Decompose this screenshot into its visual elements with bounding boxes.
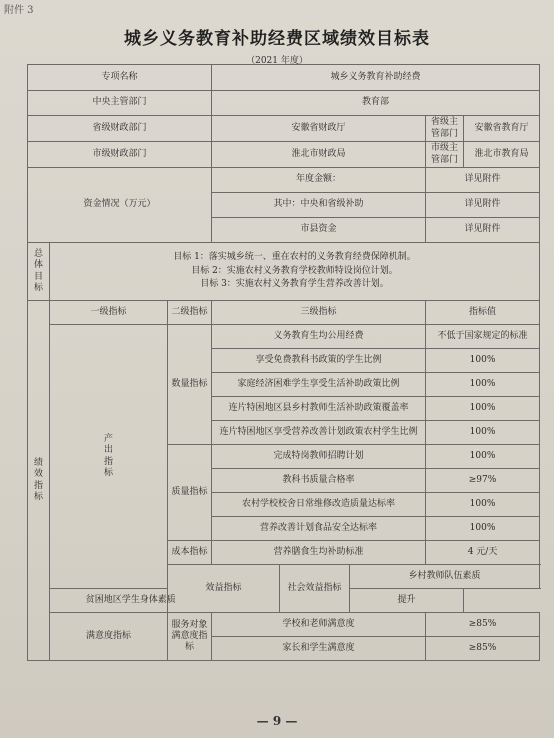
- funds-local-label: 市县资金: [212, 218, 426, 243]
- output-label: 产 出 指 标: [50, 325, 168, 589]
- indicator-value: 提升: [350, 589, 464, 613]
- prov-fin-label: 省级财政部门: [28, 116, 212, 142]
- document-title: 城乡义务教育补助经费区域绩效目标表: [124, 29, 430, 49]
- indicator-name: 义务教育生均公用经费: [212, 325, 426, 349]
- indicator-value: 100%: [426, 373, 540, 397]
- header-level3: 三级指标: [212, 301, 426, 325]
- city-row: [28, 142, 540, 168]
- indicator-value: 4 元/天: [426, 541, 540, 565]
- header-level1: 一级指标: [50, 301, 168, 325]
- year-label: （2021 年度）: [246, 56, 308, 66]
- quality-label: 质量指标: [168, 445, 212, 541]
- central-dept-row: [28, 91, 540, 116]
- indicator-name: 享受免费教科书政策的学生比例: [212, 349, 426, 373]
- goals-row: [28, 243, 540, 301]
- funds-local-value: 详见附件: [426, 218, 540, 243]
- indicator-name: 家庭经济困难学生享受生活补助政策比例: [212, 373, 426, 397]
- city-fin-value: 淮北市财政局: [212, 142, 426, 168]
- indicator-value: 100%: [426, 493, 540, 517]
- indicator-value: 100%: [426, 349, 540, 373]
- funds-central-value: 详见附件: [426, 193, 540, 218]
- funds-annual-label: 年度金额：: [212, 168, 426, 193]
- indicator-name: 学校和老师满意度: [212, 613, 426, 637]
- satisfaction-label: 满意度指标: [50, 613, 168, 661]
- attachment-label: 附件 3: [4, 5, 34, 16]
- indicator-row: [28, 325, 540, 349]
- indicator-name: 家长和学生满意度: [212, 637, 426, 661]
- goals-list: [50, 243, 540, 301]
- city-comp-value: 淮北市教育局: [464, 142, 540, 168]
- indicator-value: ≥85%: [426, 637, 540, 661]
- indicator-name: 乡村教师队伍素质: [350, 565, 540, 589]
- funds-row: [28, 168, 540, 193]
- performance-table: [27, 64, 540, 661]
- indicator-value: ≥97%: [426, 469, 540, 493]
- prov-row: [28, 116, 540, 142]
- indicator-row: [28, 613, 540, 637]
- goal-item: 目标 1：落实城乡统一、重在农村的义务教育经费保障机制。: [173, 251, 416, 262]
- indicator-name: 连片特困地区享受营养改善计划政策农村学生比例: [212, 421, 426, 445]
- indicator-value: 100%: [426, 397, 540, 421]
- indicator-value: 100%: [426, 445, 540, 469]
- indicator-name: 连片特困地区县乡村教师生活补助政策覆盖率: [212, 397, 426, 421]
- cost-label: 成本指标: [168, 541, 212, 565]
- central-dept-value: 教育部: [212, 91, 540, 116]
- city-fin-label: 市级财政部门: [28, 142, 212, 168]
- indicator-name: 营养膳食生均补助标准: [212, 541, 426, 565]
- project-value: 城乡义务教育补助经费: [212, 65, 540, 91]
- project-label: 专项名称: [28, 65, 212, 91]
- indicator-name: 完成特岗教师招聘计划: [212, 445, 426, 469]
- prov-fin-value: 安徽省财政厅: [212, 116, 426, 142]
- funds-annual-value: 详见附件: [426, 168, 540, 193]
- indicator-value: 不低于国家规定的标准: [426, 325, 540, 349]
- indicator-value: 100%: [426, 517, 540, 541]
- goal-item: 目标 2：实施农村义务教育学校教师特设岗位计划。: [191, 265, 398, 276]
- perf-label: 绩 效 指 标: [28, 301, 50, 661]
- header-value: 指标值: [426, 301, 540, 325]
- goals-label: 总 体 目 标: [28, 243, 50, 301]
- quantity-label: 数量指标: [168, 325, 212, 445]
- indicator-name: 教科书质量合格率: [212, 469, 426, 493]
- indicator-value: ≥85%: [426, 613, 540, 637]
- funds-label: 资金情况（万元）: [28, 168, 212, 243]
- goal-item: 目标 3：实施农村义务教育学生营养改善计划。: [200, 279, 389, 290]
- prov-comp-value: 安徽省教育厅: [464, 116, 540, 142]
- project-row: [28, 65, 540, 91]
- city-comp-label: 市级主管部门: [426, 142, 464, 168]
- funds-central-label: 其中：中央和省级补助: [212, 193, 426, 218]
- indicator-name: 农村学校校舍日常维修改造质量达标率: [212, 493, 426, 517]
- indicator-name: 贫困地区学生身体素质: [50, 589, 212, 613]
- social-benefit-label: 社会效益指标: [280, 565, 350, 613]
- benefit-label: 效益指标: [168, 565, 280, 613]
- service-satisfaction-label: 服务对象满意度指标: [168, 613, 212, 661]
- perf-header-row: [28, 301, 540, 325]
- page-number: — 9 —: [256, 714, 298, 728]
- prov-comp-label: 省级主管部门: [426, 116, 464, 142]
- central-dept-label: 中央主管部门: [28, 91, 212, 116]
- indicator-value: 100%: [426, 421, 540, 445]
- header-level2: 二级指标: [168, 301, 212, 325]
- indicator-name: 营养改善计划食品安全达标率: [212, 517, 426, 541]
